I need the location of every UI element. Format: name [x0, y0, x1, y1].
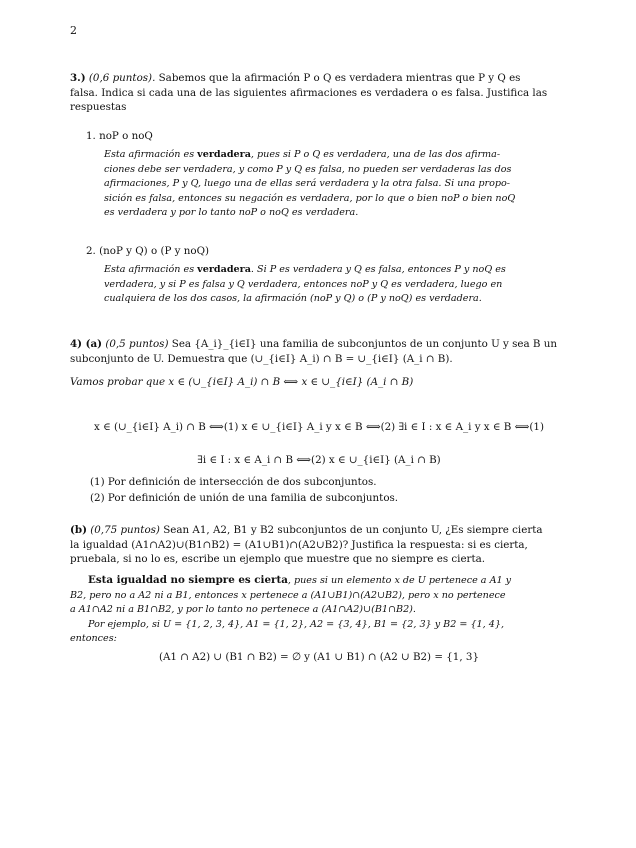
question-4a-statement	[70, 337, 568, 366]
q4b-text-3: pruebala, si no lo es, escribe un ejemplo que muestre que no siempre es cierta.	[70, 553, 486, 565]
q4a-points: (0,5 puntos)	[105, 338, 169, 350]
q3-item1-prefix: Esta afirmación es	[104, 149, 198, 160]
q3-label: 3.)	[70, 72, 86, 84]
q3-line-2: falsa. Indica si cada una de las siguientes afirmaciones es verdadera o es falsa. Justifica las	[70, 86, 548, 99]
q4a-text-1: Sea {A_i}_{i∈I} una familia de subconjuntos de un conjunto U y sea B un	[171, 338, 558, 350]
q4b-answer	[70, 573, 568, 647]
q3-item1-l4: sición es falsa, entonces su negación es verdadera, por lo que o bien noP o bien noQ	[104, 192, 516, 204]
q4a-equivalence-chain-2: ∃i ∈ I : x ∈ A_i ∩ B ⟺(2) x ∈ ∪_{i∈I} (A_i ∩ B)	[197, 454, 441, 466]
q4b-verdict: Esta igualdad no siempre es cierta	[88, 574, 288, 586]
q3-points: (0,6 puntos).	[88, 72, 156, 84]
q4b-text-2: la igualdad (A1∩A2)∪(B1∩B2) = (A1∪B1)∩(A2∪B2)? Justifica la respuesta: si es cierta,	[70, 538, 528, 551]
q4a-note-2: (2) Por definición de unión de una familia de subconjuntos.	[90, 492, 399, 504]
q4a-note-1: (1) Por definición de intersección de dos subconjuntos.	[90, 476, 377, 488]
q4b-ans-l3: a A1∩A2 ni a B1∩B2, y por lo tanto no pertenece a (A1∩A2)∪(B1∩B2).	[70, 604, 416, 615]
q3-item1-l1: , pues si P o Q es verdadera, una de las dos afirma-	[250, 149, 501, 160]
q4b-points: (0,75 puntos)	[90, 524, 160, 536]
question-3-statement	[70, 71, 568, 115]
q3-item-2-answer	[104, 263, 568, 307]
q4b-text-1: Sean A1, A2, B1 y B2 subconjuntos de un conjunto U, ¿Es siempre cierta	[163, 524, 543, 536]
q4a-proof-intro: Vamos probar que x ∈ (∪_{i∈I} A_i) ∩ B ⟺ x ∈ ∪_{i∈I} (A_i ∩ B)	[70, 376, 414, 388]
q4b-label: (b)	[70, 524, 87, 536]
q3-item1-l5: es verdadera y por lo tanto noP o noQ es verdadera.	[104, 207, 359, 218]
q3-item2-l2: verdadera, y si P es falsa y Q verdadera, entonces noP y Q es verdadera, luego en	[104, 278, 503, 290]
q4a-equivalence-chain-1: x ∈ (∪_{i∈I} A_i) ∩ B ⟺(1) x ∈ ∪_{i∈I} A_i y x ∈ B ⟺(2) ∃i ∈ I : x ∈ A_i y x ∈ B ⟺(1)	[94, 421, 544, 433]
q3-line-1	[70, 71, 568, 86]
q3-item1-verdict: verdadera	[197, 149, 251, 160]
q4a-text-2: subconjunto de U. Demuestra que (∪_{i∈I} A_i) ∩ B = ∪_{i∈I} (A_i ∩ B).	[70, 352, 453, 365]
q3-item2-prefix: Esta afirmación es	[104, 264, 198, 275]
q3-item2-l1: . Si P es verdadera y Q es falsa, entonces P y noQ es	[250, 264, 506, 275]
q3-item1-l2: ciones debe ser verdadera, y como P y Q es falsa, no pueden ser verdaderas las dos	[104, 163, 512, 175]
q4a-label: 4) (a)	[70, 338, 103, 350]
q4b-ans-l1: , pues si un elemento x de U pertenece a A1 y	[287, 575, 512, 586]
q3-text-1: Sabemos que la afirmación P o Q es verdadera mientras que P y Q es	[158, 72, 521, 84]
q3-item-1-answer	[104, 148, 568, 221]
q3-item2-l3: cualquiera de los dos casos, la afirmación (noP y Q) o (P y noQ) es verdadera.	[104, 293, 482, 304]
q3-item1-l3: afirmaciones, P y Q, luego una de ellas será verdadera y la otra falsa. Si una propo-	[104, 178, 511, 189]
q3-item-1-label: 1. noP o noQ	[86, 130, 153, 142]
question-4b-statement	[70, 523, 568, 567]
q3-item-2-label: 2. (noP y Q) o (P y noQ)	[86, 245, 210, 257]
q3-line-3: respuestas	[70, 101, 127, 113]
q4b-example-l2: entonces:	[70, 633, 117, 644]
page-number: 2	[70, 24, 77, 37]
q3-item2-verdict: verdadera	[197, 264, 251, 275]
q4b-ans-l2: B2, pero no a A2 ni a B1, entonces x pertenece a (A1∪B1)∩(A2∪B2), pero x no pertenece	[70, 589, 506, 601]
q4b-result-formula: (A1 ∩ A2) ∪ (B1 ∩ B2) = ∅ y (A1 ∪ B1) ∩ (A2 ∪ B2) = {1, 3}	[158, 651, 480, 663]
q4b-example-l1: Por ejemplo, si U = {1, 2, 3, 4}, A1 = {1, 2}, A2 = {3, 4}, B1 = {2, 3} y B2 = {1, 4},	[88, 618, 505, 630]
